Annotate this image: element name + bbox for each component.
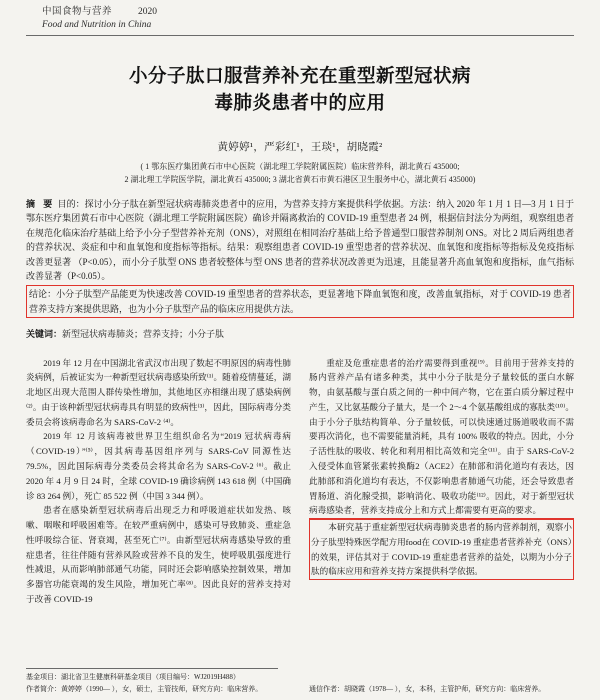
- abstract-label: 摘 要: [26, 198, 56, 209]
- body-paragraph: 患者在感染新型冠状病毒后出现乏力和呼吸道症状如发热、咳嗽、咽喉和呼吸困难等。在较严重病例中，感染可导致肺炎、重症急性呼吸综合征、肾衰竭，甚至死亡⁽⁷⁾。由新型冠状病毒感染导致的重症患者，往往伴随有营养风险或营养不良的发生，使呼吸肌强度进行性减退，从而影响肺部通气功能，同时还会影响感染控制效果，增加多器官功能衰竭的发生风险，增加死亡率⁽⁸⁾。因此良好的营养支持对于改善 COVID-19: [26, 505, 291, 605]
- author-list: 黄婷婷¹，严彩红¹，王琰¹，胡晓霞²: [217, 142, 383, 154]
- affiliations: [26, 160, 574, 186]
- affiliation-line-2: 2 湖北理工学院医学院，湖北黄石 435000; 3 湖北省黄石市黄石港区卫生服务中心，湖北黄石 435000): [124, 175, 476, 185]
- author-bio: 作者简介：黄婷婷（1990— ），女，硕士，主管技师，研究方向：临床营养。: [26, 685, 263, 694]
- affiliation-line-1: ( 1 鄂东医疗集团黄石市中心医院（湖北理工学院附属医院）临床营养科，湖北黄石 435000;: [140, 162, 460, 172]
- body-column-left: [26, 356, 291, 607]
- keywords-label: 关键词：: [26, 329, 63, 340]
- abstract-paragraph-1: 目的：探讨小分子肽在新型冠状病毒肺炎患者中的应用，为营养支持方案提供科学依据。方法：纳入 2020 年 1 月 1 日—3 月 1 日于鄂东医疗集团黄石市中心医院（湖北理工学院附属医院）确诊并隔离救治的 COVID-19 重型患者 24 例，根据信封法分为两组，观察组患者在规范化临床治疗基础上给予小分子型营养补充剂（ONS），对照组在相同治疗基础上给予普通型口服营养制剂 ONS。对比 2 周后两组患者的营养状况、炎症和中和血氧饱和度指标等指标。结果：观察组患者 COVID-19 重型患者的营养状况、血氧饱和度指标等指标及免疫指标改善更显著: [26, 198, 574, 267]
- publication-year: 2020: [138, 7, 158, 17]
- footer-divider: [26, 668, 278, 669]
- funding-note: 基金项目：湖北省卫生健康科研基金项目（项目编号：WJ2019H488）: [26, 673, 240, 682]
- body-columns: [26, 356, 574, 607]
- abstract-section: [26, 197, 574, 319]
- journal-title-cn: 中国食物与营养: [42, 7, 113, 17]
- journal-title-en: Food and Nutrition in China: [42, 19, 152, 30]
- keywords-value: 新型冠状病毒肺炎；营养支持；小分子肽: [62, 329, 225, 340]
- corresponding-author: 通信作者：胡晓霞（1978— ），女，本科，主管护师，研究方向：临床营养。: [309, 685, 546, 694]
- abstract-paragraph-2: （P<0.05），而小分子肽型 ONS 患者较整体与型 ONS 患者的营养状况改善更为迅速，且能显著升高血氧饱和度指标，血气指标改善显著（P<0.05）。: [26, 256, 575, 282]
- page-footer: [26, 668, 574, 696]
- body-paragraph: 2019 年 12 月在中国湖北省武汉市出现了数起不明原因的病毒性肺炎病例，后被证实为一种新型冠状病毒感染所致⁽¹⁾。随着疫情蔓延，湖北地区出现大范围人群传染性增加，其他地区亦相继出现了感染病例⁽²⁾。由于该种新型冠状病毒具有明显的致病性⁽³⁾，因此，国际病毒分类委员会将该病毒命名为 SARS-CoV-2 ⁽⁴⁾。: [26, 357, 291, 427]
- title-line-2: 毒肺炎患者中的应用: [214, 92, 386, 114]
- body-paragraph: 重症及危重症患者的治疗需要得到重视⁽⁹⁾。目前用于营养支持的肠内营养产品有诸多种类，其中小分子肽是分子量较低的蛋白水解物，由氨基酸与蛋白质之间的一种中间产物，它在蛋白质分解过程中产生，又比氨基酸分子量大，是一个 2～4 个氨基酸组成的寡肽类⁽¹⁰⁾。由于小分子肽结构简单、分子量较低，可以快速通过肠道吸收而不需要再次消化，也不需要能量消耗，具有 100% 吸收的特点。因此，小分子活性肽的吸收、转化和利用相比高效和完全⁽¹¹⁾。由于 SARS-CoV-2 入侵受体血管紧张素转换酶2（ACE2）在肺部和消化道均有表达，因此肺部和消化道均有表达，不仅影响患者肺通气功能，还会导致患者胃肠道、消化腺受损，影响消化、吸收功能⁽¹²⁾。因此，对于新型冠状病毒感染者，营养支持成分上和方式上都需要有更高的要求。: [309, 356, 574, 520]
- body-paragraph: 2019 年 12 月该病毒被世界卫生组织命名为“2019 冠状病毒病（COVID-19）”⁽⁵⁾，因其病毒基因组序列与 SARS-CoV 同源性达 79.5%，因此国际病毒分类委员会将其命名为 SARS-CoV-2 ⁽⁶⁾。截止 2020 年 4 月 9 日 24 时，全球 COVID-19 确诊病例 143 618 例（中国确诊 83 264 例），死亡 85 522 例（中国 3 344 例）。: [26, 431, 291, 501]
- running-head: [26, 6, 574, 32]
- keywords-section: [26, 327, 574, 341]
- abstract-conclusion-highlight: 结论：小分子肽型产品能更为快速改善 COVID-19 重型患者的营养状态，更显著地下降血氧饱和度，改善血氧指标，对于 COVID-19 患者营养支持方案提供思路，也为小分子肽型产品的临床应用提供方法。: [26, 285, 574, 318]
- header-divider: [26, 35, 574, 36]
- page-title: [26, 62, 574, 118]
- title-line-1: 小分子肽口服营养补充在重型新型冠状病: [128, 64, 471, 86]
- body-column-right: [309, 356, 574, 607]
- body-paragraph-highlighted: 本研究基于重症新型冠状病毒肺炎患者的肠内营养制剂，观察小分子肽型特殊医学配方用food在 COVID-19 重症患者营养补充（ONS）的效果，评估其对于 COVID-19 重症患者营养的益处，以期为小分子肽的临床应用和营养支持方案提供科学依据。: [309, 519, 574, 580]
